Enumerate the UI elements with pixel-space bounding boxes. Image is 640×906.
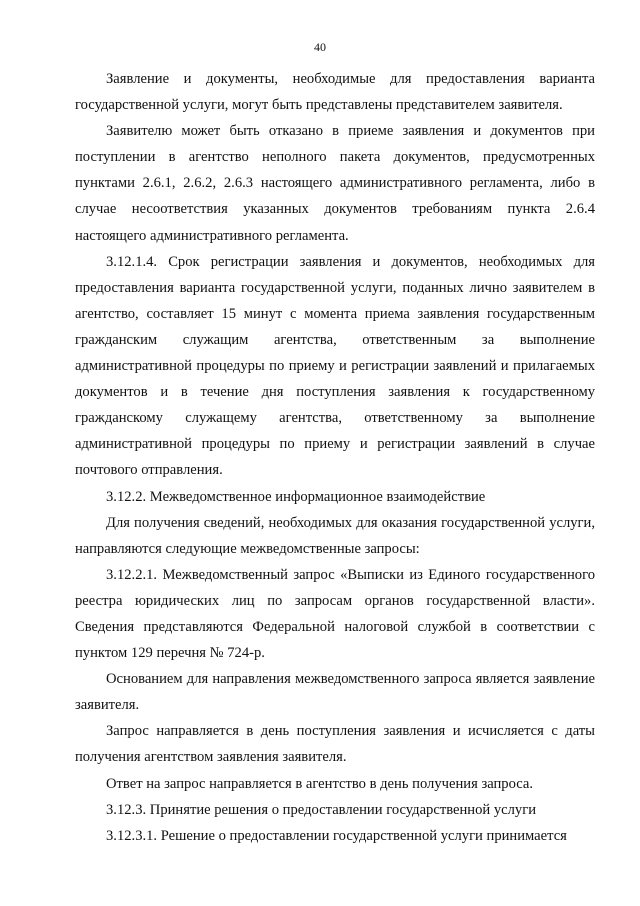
paragraph-decision: 3.12.3.1. Решение о предоставлении государственной услуги принимается — [106, 827, 567, 844]
page-number: 40 — [314, 40, 326, 54]
paragraph-egrul-request: 3.12.2.1. Межведомственный запрос «Выписки из Единого государственного реестра юридических лиц по запросам органов государственной власти». Сведения представляются Федеральной налоговой службой в соответствии с пунктом 129 перечня № 724-р. — [75, 566, 595, 662]
paragraph-representative: Заявление и документы, необходимые для предоставления варианта государственной услуги, могут быть представлены представителем заявителя. — [75, 71, 595, 114]
paragraph-response-timing: Ответ на запрос направляется в агентство в день получения запроса. — [106, 775, 534, 792]
document-body — [75, 66, 595, 849]
paragraph-request-basis: Основанием для направления межведомственного запроса является заявление заявителя. — [75, 671, 595, 714]
paragraph-interagency-requests: Для получения сведений, необходимых для оказания государственной услуги, направляются следующие межведомственные запросы: — [75, 514, 595, 557]
paragraph-request-timing: Запрос направляется в день поступления заявления и исчисляется с даты получения агентством заявления заявителя. — [75, 723, 595, 766]
section-heading-interagency: 3.12.2. Межведомственное информационное взаимодействие — [106, 488, 486, 505]
paragraph-refusal: Заявителю может быть отказано в приеме заявления и документов при поступлении в агентство неполного пакета документов, предусмотренных пунктами 2.6.1, 2.6.2, 2.6.3 настоящего административного регламента, либо в случае несоответствия указанных документов требованиям пункта 2.6.4 настоящего административного регламента. — [75, 123, 595, 244]
paragraph-registration-term: 3.12.1.4. Срок регистрации заявления и документов, необходимых для предоставления варианта государственной услуги, поданных лично заявителем в агентство, составляет 15 минут с момента приема заявления государственным гражданским служащим агентства, ответственным за выполнение административной процедуры по приему и регистрации заявлений и прилагаемых документов и в течение дня поступления заявления к государственному гражданскому служащему агентства, ответственному за выполнение административной процедуры по приему и регистрации заявлений в случае почтового отправления. — [75, 253, 595, 479]
section-heading-decision: 3.12.3. Принятие решения о предоставлении государственной услуги — [106, 801, 537, 818]
